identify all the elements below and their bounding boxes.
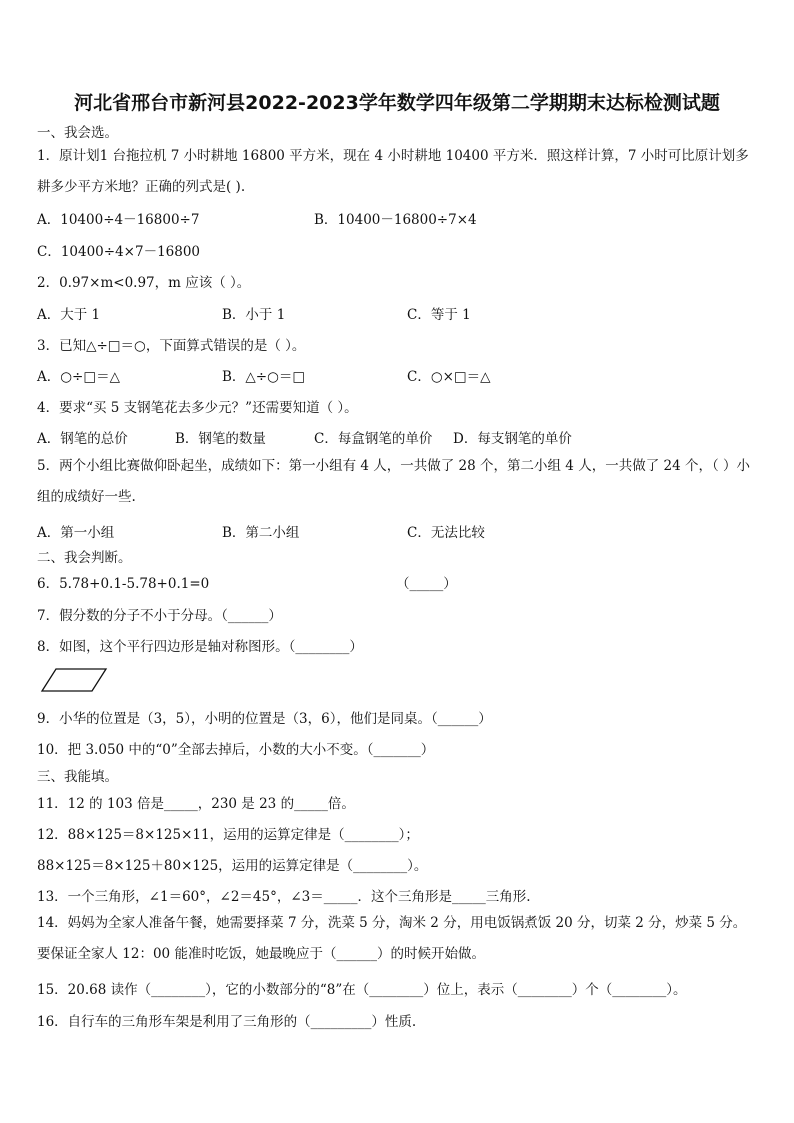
question-11: 11．12 的 103 倍是_____，230 是 23 的_____倍。 [37, 796, 355, 812]
question-6-answer-blank: （_____） [396, 576, 457, 592]
question-4: 4．要求“买 5 支钢笔花去多少元？”还需要知道（ ）。 [37, 400, 358, 416]
question-15: 15．20.68 读作（________），它的小数部分的“8”在（________）位上，表示（________）个（________）。 [37, 982, 687, 998]
question-2: 2．0.97×m<0.97，m 应该（ ）。 [37, 275, 251, 291]
question-1: 1．原计划1 台拖拉机 7 小时耕地 16800 平方米，现在 4 小时耕地 10400 平方米．照这样计算，7 小时可比原计划多耕多少平方米地？正确的列式是( ). [37, 148, 749, 195]
question-10: 10．把 3.050 中的“0”全部去掉后，小数的大小不变。（_______） [37, 742, 435, 758]
question-14: 14．妈妈为全家人准备午餐，她需要择菜 7 分，洗菜 5 分，淘米 2 分，用电饭锅煮饭 20 分，切菜 2 分，炒菜 5 分。要保证全家人 12：00 能准时吃饭，她最晚应于（______）的时候开始做。 [37, 915, 747, 962]
q2-option-a: A．大于 1 [37, 307, 101, 323]
q4-option-a: A．钢笔的总价 [37, 431, 128, 447]
q5-option-a: A．第一小组 [37, 525, 115, 541]
question-5: 5．两个小组比赛做仰卧起坐，成绩如下：第一小组有 4 人，一共做了 28 个，第二小组 4 人，一共做了 24 个，（ ）小组的成绩好一些. [37, 458, 750, 505]
q3-option-b: B．△÷○＝□ [222, 369, 306, 385]
section-heading-choice: 一、我会选。 [37, 125, 118, 141]
question-16: 16．自行车的三角形车架是利用了三角形的（_________）性质. [37, 1014, 417, 1030]
question-12-line-1: 12．88×125＝8×125×11，运用的运算定律是（________）； [37, 827, 419, 843]
section-heading-fill: 三、我能填。 [37, 769, 118, 785]
question-12-line-2: 88×125＝8×125＋80×125，运用的运算定律是（________）。 [37, 858, 428, 874]
q5-option-c: C．无法比较 [407, 525, 485, 541]
question-3: 3．已知△÷□＝○，下面算式错误的是（ ）。 [37, 338, 306, 354]
parallelogram-figure-icon [40, 666, 110, 694]
question-7: 7．假分数的分子不小于分母。（______） [37, 608, 282, 624]
q3-option-a: A．○÷□＝△ [37, 369, 120, 385]
q3-option-c: C．○×□＝△ [407, 369, 491, 385]
question-9: 9．小华的位置是（3，5），小明的位置是（3，6），他们是同桌。（______） [37, 711, 492, 727]
q4-option-d: D．每支钢笔的单价 [453, 431, 572, 447]
question-8: 8．如图，这个平行四边形是轴对称图形。（________） [37, 639, 363, 655]
q5-option-b: B．第二小组 [222, 525, 300, 541]
q2-option-b: B．小于 1 [222, 307, 286, 323]
q1-option-b: B．10400－16800÷7×4 [314, 212, 477, 228]
q1-option-c: C．10400÷4×7－16800 [37, 244, 201, 260]
page-title: 河北省邢台市新河县2022-2023学年数学四年级第二学期期末达标检测试题 [74, 92, 720, 114]
section-heading-judge: 二、我会判断。 [37, 550, 132, 566]
q1-option-a: A．10400÷4－16800÷7 [37, 212, 200, 228]
q4-option-c: C．每盒钢笔的单价 [314, 431, 433, 447]
q4-option-b: B．钢笔的数量 [175, 431, 266, 447]
question-6: 6．5.78+0.1-5.78+0.1=0 [37, 576, 210, 592]
question-13: 13．一个三角形，∠1＝60°，∠2＝45°，∠3＝_____．这个三角形是_____三角形. [37, 889, 531, 905]
q2-option-c: C．等于 1 [407, 307, 471, 323]
